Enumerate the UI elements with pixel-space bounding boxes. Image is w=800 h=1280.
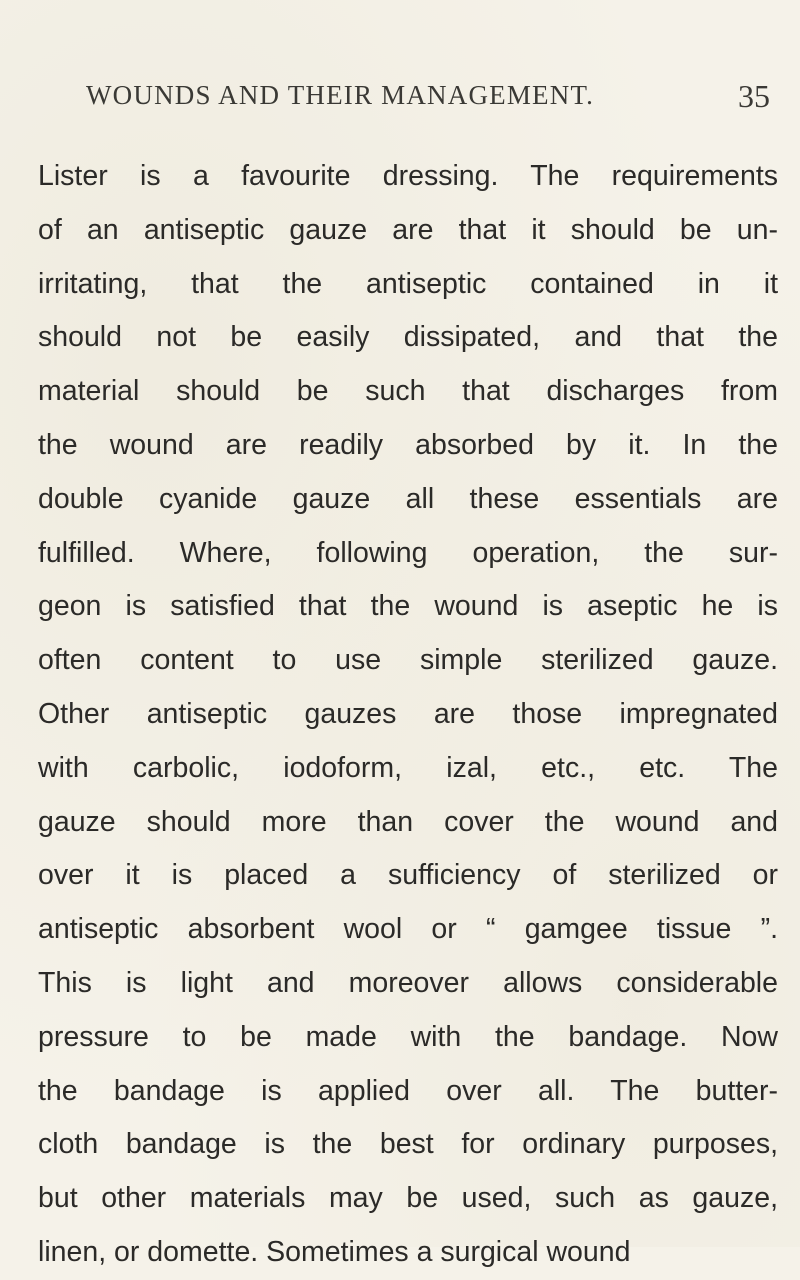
text-line: cloth bandage is the best for ordinary purposes, xyxy=(38,1128,778,1161)
text-line: antiseptic absorbent wool or “ gamgee tissue ”. xyxy=(38,913,778,946)
running-head xyxy=(86,80,776,120)
text-line: of an antiseptic gauze are that it should be un- xyxy=(38,213,778,246)
text-line: gauze should more than cover the wound and xyxy=(38,805,778,838)
text-line: the wound are readily absorbed by it. In the xyxy=(38,428,778,461)
page-number: 35 xyxy=(738,78,770,114)
text-line: irritating, that the antiseptic contained in it xyxy=(38,267,778,300)
running-title: WOUNDS AND THEIR MANAGEMENT. xyxy=(86,80,595,110)
text-line: should not be easily dissipated, and that the xyxy=(38,321,778,354)
body-paragraph xyxy=(38,150,778,1280)
text-line: linen, or domette. Sometimes a surgical wound xyxy=(38,1235,631,1268)
text-line: but other materials may be used, such as gauze, xyxy=(38,1182,778,1215)
text-line: the bandage is applied over all. The butter- xyxy=(38,1074,778,1107)
text-line: material should be such that discharges from xyxy=(38,375,778,408)
text-line: This is light and moreover allows considerable xyxy=(38,966,778,999)
text-line: Lister is a favourite dressing. The requirements xyxy=(38,160,778,192)
text-line: geon is satisfied that the wound is aseptic he is xyxy=(38,590,778,623)
text-line: double cyanide gauze all these essentials are xyxy=(38,482,778,515)
text-line: over it is placed a sufficiency of sterilized or xyxy=(38,859,778,892)
text-line: pressure to be made with the bandage. Now xyxy=(38,1020,778,1053)
text-line: with carbolic, iodoform, izal, etc., etc. The xyxy=(38,751,778,784)
text-line: often content to use simple sterilized gauze. xyxy=(38,644,778,677)
text-line: Other antiseptic gauzes are those impregnated xyxy=(38,697,778,730)
text-line: fulfilled. Where, following operation, the sur- xyxy=(38,536,778,569)
